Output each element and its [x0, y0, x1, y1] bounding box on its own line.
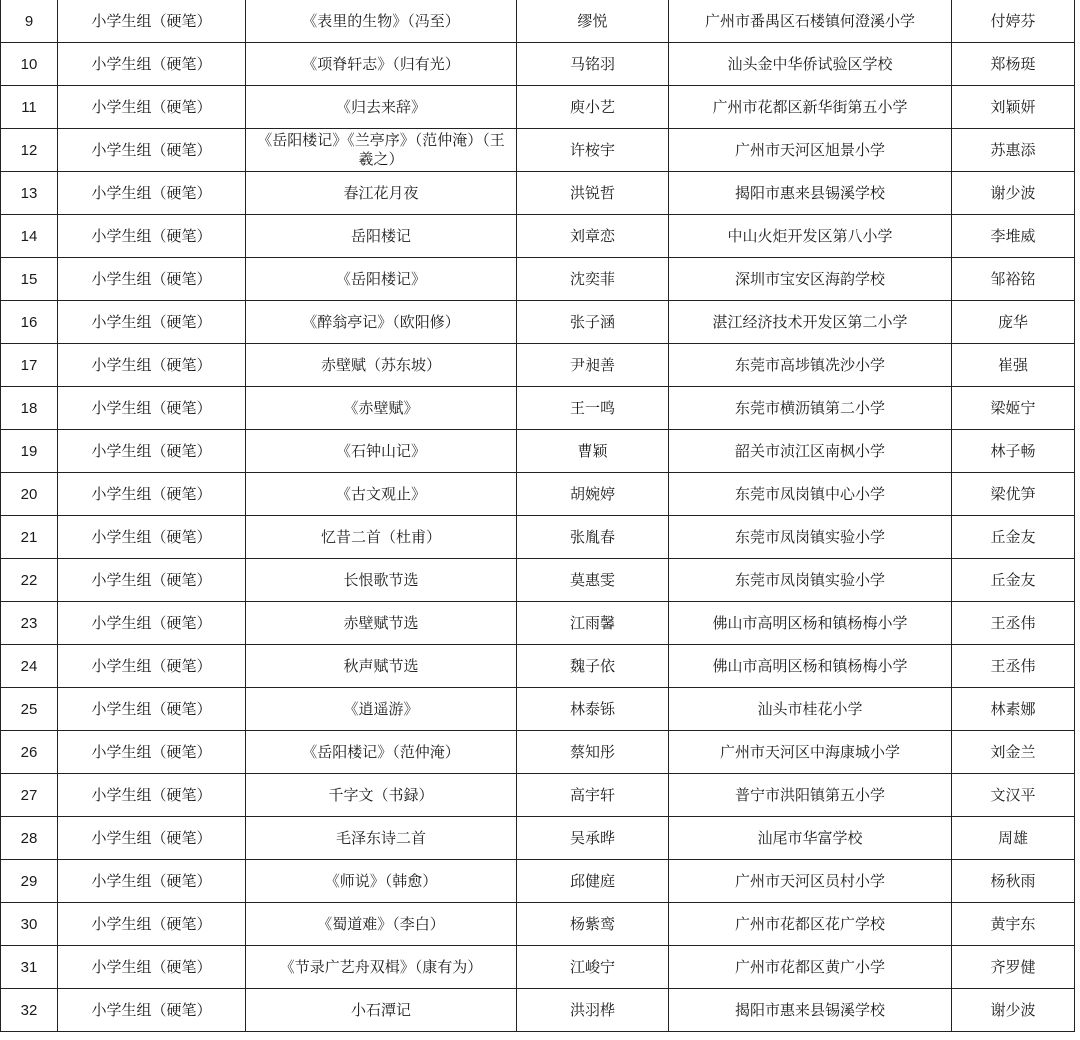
cell-student-name: 曹颖	[517, 430, 669, 473]
table-body	[1, 0, 1075, 1032]
cell-teacher: 邹裕铭	[952, 258, 1075, 301]
cell-group: 小学生组（硬笔）	[58, 43, 246, 86]
table-row	[1, 430, 1075, 473]
cell-school: 汕头市桂花小学	[669, 688, 952, 731]
cell-work-title: 春江花月夜	[246, 172, 517, 215]
cell-teacher: 王丞伟	[952, 645, 1075, 688]
cell-group: 小学生组（硬笔）	[58, 301, 246, 344]
cell-school: 广州市番禺区石楼镇何澄溪小学	[669, 0, 952, 43]
cell-work-title: 小石潭记	[246, 989, 517, 1032]
cell-student-name: 刘章恋	[517, 215, 669, 258]
cell-student-name: 马铭羽	[517, 43, 669, 86]
cell-student-name: 蔡知彤	[517, 731, 669, 774]
cell-teacher: 周雄	[952, 817, 1075, 860]
cell-group: 小学生组（硬笔）	[58, 258, 246, 301]
cell-work-title: 千字文（书録）	[246, 774, 517, 817]
cell-school: 东莞市横沥镇第二小学	[669, 387, 952, 430]
cell-school: 广州市花都区新华街第五小学	[669, 86, 952, 129]
cell-work-title: 赤壁赋节选	[246, 602, 517, 645]
cell-school: 韶关市浈江区南枫小学	[669, 430, 952, 473]
cell-group: 小学生组（硬笔）	[58, 688, 246, 731]
cell-work-title: 《岳阳楼记》《兰亭序》（范仲淹）（王羲之）	[246, 129, 517, 172]
cell-number: 14	[1, 215, 58, 258]
cell-work-title: 毛泽东诗二首	[246, 817, 517, 860]
cell-teacher: 郑杨珽	[952, 43, 1075, 86]
cell-student-name: 杨紫鸾	[517, 903, 669, 946]
cell-student-name: 缪悦	[517, 0, 669, 43]
table-row	[1, 301, 1075, 344]
cell-teacher: 黄宇东	[952, 903, 1075, 946]
cell-work-title: 秋声赋节选	[246, 645, 517, 688]
cell-group: 小学生组（硬笔）	[58, 215, 246, 258]
cell-group: 小学生组（硬笔）	[58, 602, 246, 645]
cell-number: 11	[1, 86, 58, 129]
table-row	[1, 688, 1075, 731]
cell-teacher: 刘金兰	[952, 731, 1075, 774]
cell-number: 28	[1, 817, 58, 860]
cell-work-title: 《岳阳楼记》	[246, 258, 517, 301]
table-row	[1, 989, 1075, 1032]
cell-teacher: 谢少波	[952, 989, 1075, 1032]
cell-group: 小学生组（硬笔）	[58, 989, 246, 1032]
cell-number: 18	[1, 387, 58, 430]
cell-student-name: 洪锐哲	[517, 172, 669, 215]
cell-work-title: 《归去来辞》	[246, 86, 517, 129]
cell-teacher: 林素娜	[952, 688, 1075, 731]
table-row	[1, 86, 1075, 129]
cell-student-name: 王一鸣	[517, 387, 669, 430]
table-row	[1, 215, 1075, 258]
cell-group: 小学生组（硬笔）	[58, 559, 246, 602]
cell-teacher: 苏惠添	[952, 129, 1075, 172]
cell-group: 小学生组（硬笔）	[58, 645, 246, 688]
cell-work-title: 《表里的生物》（冯至）	[246, 0, 517, 43]
cell-work-title: 《项脊轩志》（归有光）	[246, 43, 517, 86]
cell-number: 12	[1, 129, 58, 172]
cell-school: 广州市天河区员村小学	[669, 860, 952, 903]
cell-number: 16	[1, 301, 58, 344]
cell-work-title: 《蜀道难》（李白）	[246, 903, 517, 946]
cell-number: 24	[1, 645, 58, 688]
cell-teacher: 丘金友	[952, 559, 1075, 602]
cell-number: 21	[1, 516, 58, 559]
cell-student-name: 许桉宇	[517, 129, 669, 172]
cell-school: 东莞市高埗镇冼沙小学	[669, 344, 952, 387]
cell-school: 中山火炬开发区第八小学	[669, 215, 952, 258]
cell-number: 29	[1, 860, 58, 903]
cell-teacher: 文汉平	[952, 774, 1075, 817]
cell-number: 15	[1, 258, 58, 301]
table-row	[1, 645, 1075, 688]
cell-teacher: 王丞伟	[952, 602, 1075, 645]
cell-student-name: 林泰铄	[517, 688, 669, 731]
cell-school: 广州市花都区黄广小学	[669, 946, 952, 989]
table-row	[1, 602, 1075, 645]
cell-work-title: 长恨歌节选	[246, 559, 517, 602]
table-row	[1, 0, 1075, 43]
cell-teacher: 谢少波	[952, 172, 1075, 215]
cell-student-name: 庾小艺	[517, 86, 669, 129]
cell-number: 25	[1, 688, 58, 731]
cell-student-name: 洪羽桦	[517, 989, 669, 1032]
cell-work-title: 《师说》（韩愈）	[246, 860, 517, 903]
cell-teacher: 梁优笋	[952, 473, 1075, 516]
cell-group: 小学生组（硬笔）	[58, 903, 246, 946]
cell-teacher: 李堆威	[952, 215, 1075, 258]
cell-school: 广州市天河区旭景小学	[669, 129, 952, 172]
cell-work-title: 赤壁赋（苏东坡）	[246, 344, 517, 387]
cell-school: 东莞市凤岗镇实验小学	[669, 516, 952, 559]
table-row	[1, 774, 1075, 817]
cell-student-name: 张子涵	[517, 301, 669, 344]
cell-student-name: 张胤春	[517, 516, 669, 559]
cell-number: 31	[1, 946, 58, 989]
cell-number: 22	[1, 559, 58, 602]
table-row	[1, 387, 1075, 430]
cell-number: 19	[1, 430, 58, 473]
cell-group: 小学生组（硬笔）	[58, 0, 246, 43]
cell-teacher: 崔强	[952, 344, 1075, 387]
cell-group: 小学生组（硬笔）	[58, 129, 246, 172]
cell-number: 30	[1, 903, 58, 946]
cell-work-title: 《石钟山记》	[246, 430, 517, 473]
table-row	[1, 344, 1075, 387]
cell-student-name: 吴承晔	[517, 817, 669, 860]
table-row	[1, 946, 1075, 989]
cell-work-title: 岳阳楼记	[246, 215, 517, 258]
cell-work-title: 《岳阳楼记》（范仲淹）	[246, 731, 517, 774]
table-row	[1, 860, 1075, 903]
table-row	[1, 903, 1075, 946]
cell-group: 小学生组（硬笔）	[58, 387, 246, 430]
cell-number: 26	[1, 731, 58, 774]
cell-student-name: 胡婉婷	[517, 473, 669, 516]
cell-teacher: 付婷芬	[952, 0, 1075, 43]
cell-number: 27	[1, 774, 58, 817]
cell-number: 13	[1, 172, 58, 215]
cell-teacher: 刘颖妍	[952, 86, 1075, 129]
table-row	[1, 172, 1075, 215]
table-row	[1, 129, 1075, 172]
cell-school: 佛山市高明区杨和镇杨梅小学	[669, 602, 952, 645]
cell-number: 10	[1, 43, 58, 86]
cell-school: 揭阳市惠来县锡溪学校	[669, 989, 952, 1032]
cell-group: 小学生组（硬笔）	[58, 516, 246, 559]
cell-group: 小学生组（硬笔）	[58, 172, 246, 215]
cell-school: 揭阳市惠来县锡溪学校	[669, 172, 952, 215]
cell-student-name: 沈奕菲	[517, 258, 669, 301]
cell-group: 小学生组（硬笔）	[58, 774, 246, 817]
cell-student-name: 江峻宁	[517, 946, 669, 989]
cell-school: 东莞市凤岗镇实验小学	[669, 559, 952, 602]
cell-school: 广州市天河区中海康城小学	[669, 731, 952, 774]
table-row	[1, 817, 1075, 860]
cell-work-title: 忆昔二首（杜甫）	[246, 516, 517, 559]
cell-student-name: 邱健庭	[517, 860, 669, 903]
cell-number: 23	[1, 602, 58, 645]
table-row	[1, 731, 1075, 774]
cell-number: 17	[1, 344, 58, 387]
cell-work-title: 《古文观止》	[246, 473, 517, 516]
cell-school: 汕头金中华侨试验区学校	[669, 43, 952, 86]
cell-student-name: 尹昶善	[517, 344, 669, 387]
cell-school: 佛山市高明区杨和镇杨梅小学	[669, 645, 952, 688]
cell-group: 小学生组（硬笔）	[58, 860, 246, 903]
cell-work-title: 《赤壁赋》	[246, 387, 517, 430]
cell-number: 9	[1, 0, 58, 43]
cell-number: 32	[1, 989, 58, 1032]
cell-teacher: 林子畅	[952, 430, 1075, 473]
cell-group: 小学生组（硬笔）	[58, 946, 246, 989]
cell-group: 小学生组（硬笔）	[58, 86, 246, 129]
cell-group: 小学生组（硬笔）	[58, 344, 246, 387]
cell-teacher: 杨秋雨	[952, 860, 1075, 903]
cell-student-name: 莫惠雯	[517, 559, 669, 602]
cell-group: 小学生组（硬笔）	[58, 817, 246, 860]
cell-student-name: 魏子依	[517, 645, 669, 688]
cell-student-name: 高宇轩	[517, 774, 669, 817]
cell-school: 广州市花都区花广学校	[669, 903, 952, 946]
cell-school: 普宁市洪阳镇第五小学	[669, 774, 952, 817]
table-row	[1, 43, 1075, 86]
cell-group: 小学生组（硬笔）	[58, 473, 246, 516]
cell-work-title: 《节录广艺舟双楫》（康有为）	[246, 946, 517, 989]
cell-school: 东莞市凤岗镇中心小学	[669, 473, 952, 516]
table-row	[1, 559, 1075, 602]
cell-school: 湛江经济技术开发区第二小学	[669, 301, 952, 344]
cell-school: 深圳市宝安区海韵学校	[669, 258, 952, 301]
table-row	[1, 473, 1075, 516]
cell-teacher: 梁姬宁	[952, 387, 1075, 430]
cell-number: 20	[1, 473, 58, 516]
cell-work-title: 《逍遥游》	[246, 688, 517, 731]
cell-group: 小学生组（硬笔）	[58, 731, 246, 774]
cell-teacher: 齐罗健	[952, 946, 1075, 989]
cell-group: 小学生组（硬笔）	[58, 430, 246, 473]
cell-teacher: 丘金友	[952, 516, 1075, 559]
cell-student-name: 江雨馨	[517, 602, 669, 645]
cell-teacher: 庞华	[952, 301, 1075, 344]
cell-work-title: 《醉翁亭记》（欧阳修）	[246, 301, 517, 344]
table-row	[1, 516, 1075, 559]
cell-school: 汕尾市华富学校	[669, 817, 952, 860]
table-row	[1, 258, 1075, 301]
